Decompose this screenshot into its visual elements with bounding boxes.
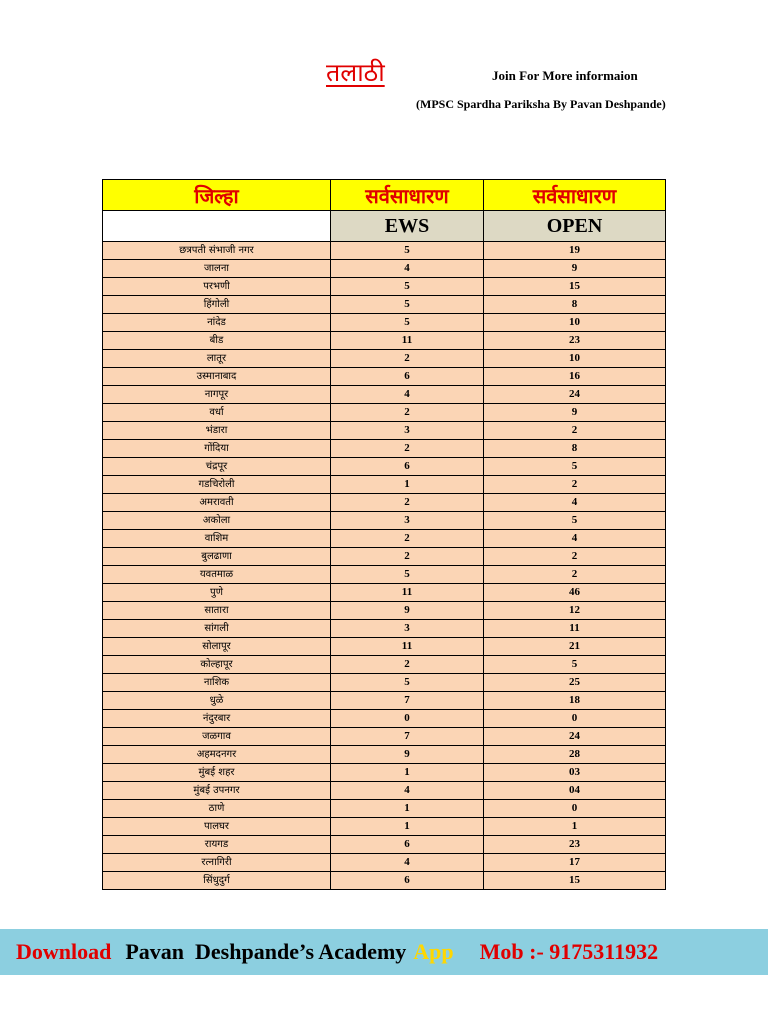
open-cell: 8 — [484, 296, 666, 314]
district-cell: भंडारा — [103, 422, 331, 440]
district-cell: सातारा — [103, 602, 331, 620]
ews-cell: 1 — [331, 818, 484, 836]
ews-cell: 6 — [331, 458, 484, 476]
header-general-open: सर्वसाधारण — [484, 180, 666, 211]
header-general-ews: सर्वसाधारण — [331, 180, 484, 211]
ews-cell: 5 — [331, 278, 484, 296]
open-cell: 10 — [484, 350, 666, 368]
table-row — [103, 530, 666, 548]
table-row — [103, 350, 666, 368]
district-cell: रत्नागिरी — [103, 854, 331, 872]
ews-cell: 9 — [331, 746, 484, 764]
ews-cell: 2 — [331, 350, 484, 368]
open-cell: 23 — [484, 836, 666, 854]
table-row — [103, 728, 666, 746]
open-cell: 2 — [484, 422, 666, 440]
district-cell: गडचिरोली — [103, 476, 331, 494]
ews-cell: 2 — [331, 548, 484, 566]
open-cell: 24 — [484, 386, 666, 404]
open-cell: 46 — [484, 584, 666, 602]
table-row — [103, 386, 666, 404]
ews-cell: 4 — [331, 782, 484, 800]
ews-cell: 2 — [331, 656, 484, 674]
subheader-ews: EWS — [331, 211, 484, 242]
ews-cell: 5 — [331, 296, 484, 314]
table-row — [103, 692, 666, 710]
ews-cell: 1 — [331, 476, 484, 494]
ews-cell: 3 — [331, 512, 484, 530]
ews-cell: 11 — [331, 638, 484, 656]
open-cell: 04 — [484, 782, 666, 800]
subheader-blank — [103, 211, 331, 242]
table-row — [103, 818, 666, 836]
open-cell: 9 — [484, 260, 666, 278]
open-cell: 17 — [484, 854, 666, 872]
app-label: App — [413, 939, 454, 964]
open-cell: 16 — [484, 368, 666, 386]
ews-cell: 7 — [331, 692, 484, 710]
ews-cell: 1 — [331, 800, 484, 818]
ews-cell: 2 — [331, 530, 484, 548]
ews-cell: 6 — [331, 836, 484, 854]
table-row — [103, 278, 666, 296]
district-cell: मुंबई उपनगर — [103, 782, 331, 800]
page-title: तलाठी — [326, 58, 385, 87]
open-cell: 0 — [484, 800, 666, 818]
district-cell: नागपूर — [103, 386, 331, 404]
table-row — [103, 422, 666, 440]
open-cell: 28 — [484, 746, 666, 764]
ews-cell: 2 — [331, 440, 484, 458]
open-cell: 10 — [484, 314, 666, 332]
open-cell: 5 — [484, 656, 666, 674]
subheader-open: OPEN — [484, 211, 666, 242]
ews-cell: 6 — [331, 872, 484, 890]
district-cell: चंद्रपूर — [103, 458, 331, 476]
district-cell: हिंगोली — [103, 296, 331, 314]
district-cell: सिंधुदुर्ग — [103, 872, 331, 890]
district-cell: जळगाव — [103, 728, 331, 746]
district-cell: परभणी — [103, 278, 331, 296]
ews-cell: 11 — [331, 584, 484, 602]
open-cell: 25 — [484, 674, 666, 692]
district-cell: रायगड — [103, 836, 331, 854]
district-cell: पालघर — [103, 818, 331, 836]
table-row — [103, 494, 666, 512]
academy-label: Pavan Deshpande’s Academy — [125, 939, 407, 964]
district-cell: वाशिम — [103, 530, 331, 548]
district-cell: नाशिक — [103, 674, 331, 692]
ews-cell: 1 — [331, 764, 484, 782]
ews-cell: 2 — [331, 494, 484, 512]
open-cell: 5 — [484, 458, 666, 476]
ews-cell: 4 — [331, 854, 484, 872]
open-cell: 5 — [484, 512, 666, 530]
download-label: Download — [16, 939, 112, 964]
table-row — [103, 584, 666, 602]
table-row — [103, 242, 666, 260]
district-cell: बीड — [103, 332, 331, 350]
table-row — [103, 710, 666, 728]
ews-cell: 5 — [331, 674, 484, 692]
ews-cell: 3 — [331, 620, 484, 638]
open-cell: 1 — [484, 818, 666, 836]
table-row — [103, 656, 666, 674]
ews-cell: 6 — [331, 368, 484, 386]
table-row — [103, 440, 666, 458]
table-row — [103, 368, 666, 386]
district-cell: नांदेड — [103, 314, 331, 332]
district-cell: वर्धा — [103, 404, 331, 422]
ews-cell: 7 — [331, 728, 484, 746]
subheader-row — [103, 211, 666, 242]
district-cell: ठाणे — [103, 800, 331, 818]
ews-cell: 0 — [331, 710, 484, 728]
table-row — [103, 512, 666, 530]
vacancy-table — [102, 179, 666, 890]
open-cell: 18 — [484, 692, 666, 710]
table-row — [103, 314, 666, 332]
open-cell: 4 — [484, 494, 666, 512]
ews-cell: 4 — [331, 386, 484, 404]
open-cell: 2 — [484, 476, 666, 494]
district-cell: सांगली — [103, 620, 331, 638]
open-cell: 2 — [484, 566, 666, 584]
table-row — [103, 764, 666, 782]
table-row — [103, 746, 666, 764]
table-row — [103, 404, 666, 422]
subtitle: (MPSC Spardha Pariksha By Pavan Deshpande) — [416, 97, 666, 111]
table-row — [103, 602, 666, 620]
table-row — [103, 296, 666, 314]
open-cell: 03 — [484, 764, 666, 782]
ews-cell: 11 — [331, 332, 484, 350]
open-cell: 0 — [484, 710, 666, 728]
table-row — [103, 836, 666, 854]
open-cell: 9 — [484, 404, 666, 422]
ews-cell: 3 — [331, 422, 484, 440]
open-cell: 15 — [484, 872, 666, 890]
district-cell: धुळे — [103, 692, 331, 710]
open-cell: 11 — [484, 620, 666, 638]
open-cell: 23 — [484, 332, 666, 350]
district-cell: जालना — [103, 260, 331, 278]
district-cell: मुंबई शहर — [103, 764, 331, 782]
open-cell: 8 — [484, 440, 666, 458]
header-district: जिल्हा — [103, 180, 331, 211]
district-cell: पुणे — [103, 584, 331, 602]
ews-cell: 9 — [331, 602, 484, 620]
district-cell: यवतमाळ — [103, 566, 331, 584]
join-text: Join For More informaion — [492, 68, 638, 83]
header-row — [103, 180, 666, 211]
district-cell: सोलापूर — [103, 638, 331, 656]
ews-cell: 4 — [331, 260, 484, 278]
open-cell: 24 — [484, 728, 666, 746]
district-cell: छत्रपती संभाजी नगर — [103, 242, 331, 260]
table-row — [103, 674, 666, 692]
table-row — [103, 782, 666, 800]
open-cell: 21 — [484, 638, 666, 656]
table-row — [103, 458, 666, 476]
table-row — [103, 872, 666, 890]
table-row — [103, 476, 666, 494]
ews-cell: 5 — [331, 242, 484, 260]
open-cell: 12 — [484, 602, 666, 620]
mobile-label: Mob :- 9175311932 — [479, 939, 659, 964]
footer-banner — [0, 929, 768, 975]
district-cell: अहमदनगर — [103, 746, 331, 764]
table-row — [103, 800, 666, 818]
open-cell: 19 — [484, 242, 666, 260]
district-cell: कोल्हापूर — [103, 656, 331, 674]
ews-cell: 5 — [331, 566, 484, 584]
district-cell: बुलढाणा — [103, 548, 331, 566]
table-row — [103, 854, 666, 872]
table-body — [103, 242, 666, 890]
open-cell: 4 — [484, 530, 666, 548]
ews-cell: 5 — [331, 314, 484, 332]
open-cell: 2 — [484, 548, 666, 566]
table-row — [103, 548, 666, 566]
table-row — [103, 638, 666, 656]
district-cell: अमरावती — [103, 494, 331, 512]
table-row — [103, 566, 666, 584]
table-row — [103, 620, 666, 638]
ews-cell: 2 — [331, 404, 484, 422]
district-cell: उस्मानाबाद — [103, 368, 331, 386]
district-cell: अकोला — [103, 512, 331, 530]
table-row — [103, 260, 666, 278]
district-cell: गोंदिया — [103, 440, 331, 458]
table-row — [103, 332, 666, 350]
district-cell: लातूर — [103, 350, 331, 368]
open-cell: 15 — [484, 278, 666, 296]
district-cell: नंदुरबार — [103, 710, 331, 728]
